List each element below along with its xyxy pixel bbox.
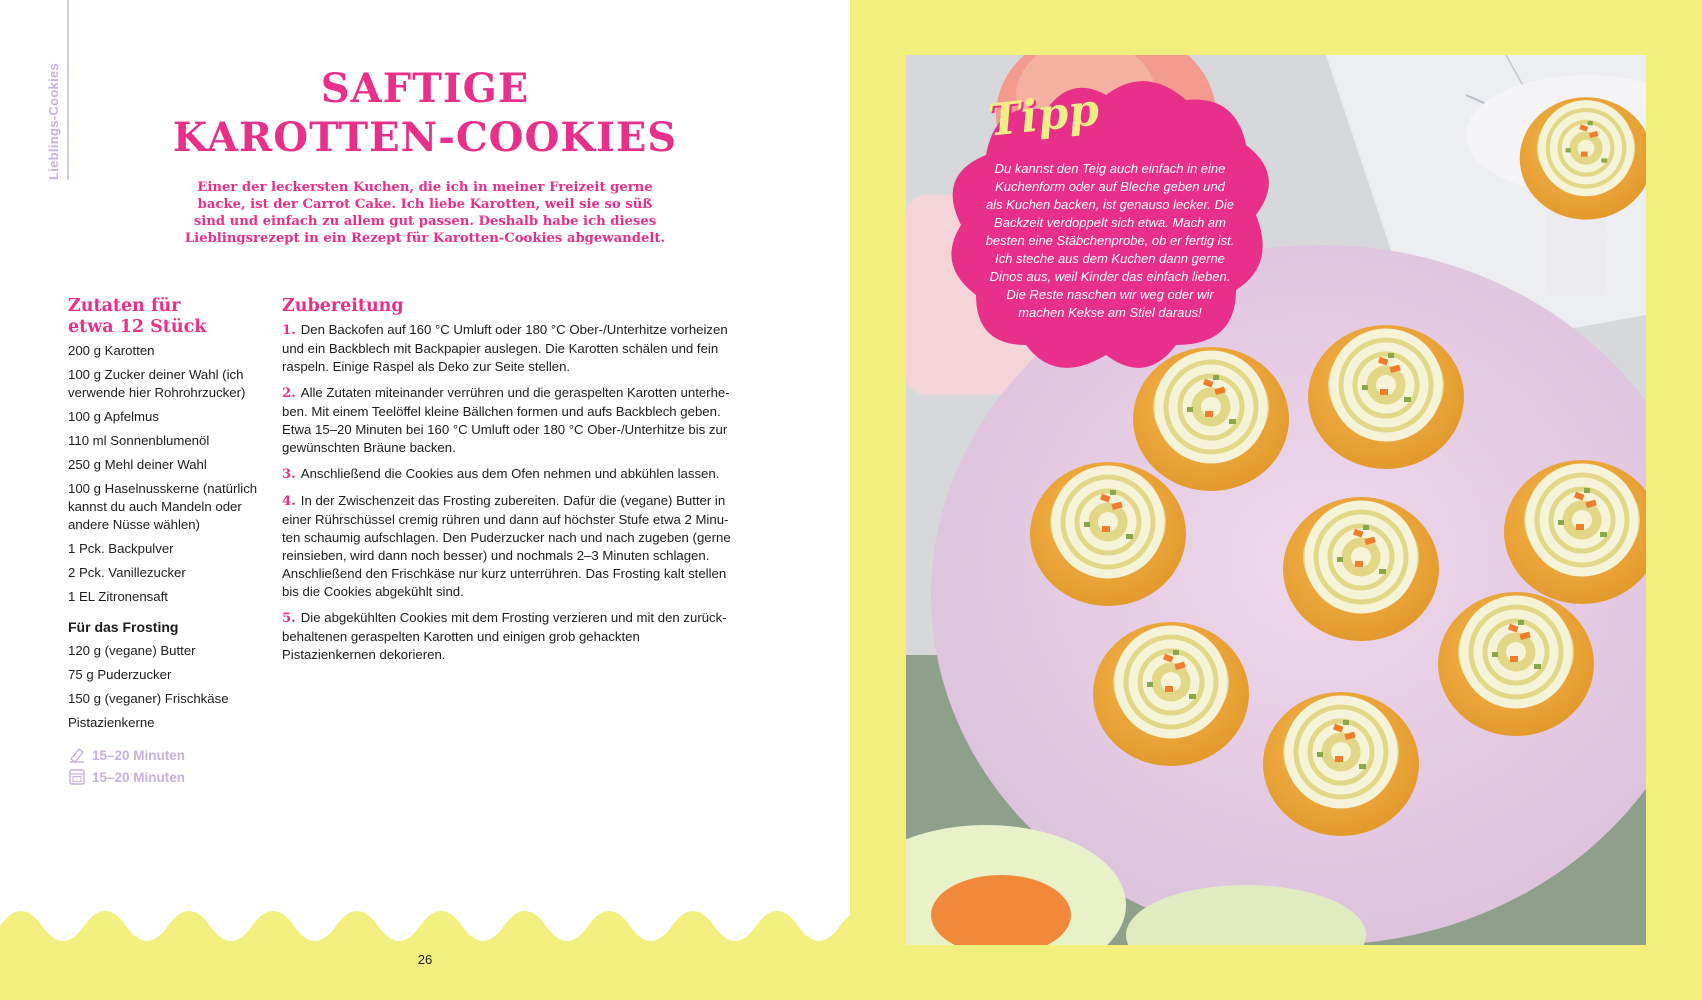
- tip-text: Du kannst den Teig auch einfach in eine Kuchenform oder auf Bleche geben und als Kuchen backen, ist genauso lecker. Die Backzeit verdoppelt sich etwa. Mach am besten eine Stäbchenprobe, ob er fertig ist. Ich steche aus dem Kuchen dann gerne Dinos aus, weil Kinder das einfach lieben. Die Reste naschen wir weg oder wir machen Kekse am Stiel daraus!: [985, 161, 1235, 320]
- ingredient-item: 1 EL Zitronensaft: [68, 589, 168, 604]
- step-text: Den Backofen auf 160 °C Umluft oder 180 °C Ober-/Unterhitze vorheizen und ein Backblech mit Backpapier auslegen. Die Karotten schälen und fein raspeln. Einige Raspel als Deko zur Seite stellen.: [282, 322, 728, 374]
- heading-line: etwa 12 Stück: [68, 317, 207, 337]
- bake-time-label: 15–20 Minuten: [92, 769, 186, 785]
- ingredient-item: 200 g Karotten: [68, 343, 155, 358]
- ingredient-item: 250 g Mehl deiner Wahl: [68, 457, 207, 472]
- left-page: [0, 0, 850, 1000]
- step-number: 3.: [282, 467, 296, 482]
- time-info: [68, 744, 260, 788]
- step-number: 4.: [282, 494, 296, 509]
- oven-icon: [68, 768, 86, 786]
- step-number: 2.: [282, 386, 296, 401]
- prep-step: [282, 609, 737, 664]
- prep-time: [68, 744, 260, 766]
- prep-step: [282, 321, 737, 376]
- chapter-label: Lieblings-Cookies: [46, 62, 61, 180]
- step-text: Die abgekühlten Cookies mit dem Frosting verzieren und mit den zurückbehaltenen geraspelten Karotten und einigen grob gehackten Pistazienkernen dekorieren.: [282, 610, 727, 662]
- step-number: 5.: [282, 611, 296, 626]
- preparation-heading: Zubereitung: [282, 296, 404, 316]
- step-text: Alle Zutaten miteinander verrühren und die geraspelten Karotten unterheben. Mit einem Teelöffel kleine Bällchen formen und aufs Backblech geben. Etwa 15–20 Minuten bei 160 °C Umluft oder 180 °C Ober-/Unterhitze bis zur gewünschten Bräune backen.: [282, 385, 730, 455]
- title-line: KAROTTEN-COOKIES: [172, 114, 678, 161]
- ingredient-item: 100 g Apfelmus: [68, 409, 159, 424]
- frosting-item: 120 g (vegane) Butter: [68, 643, 196, 658]
- frosting-item: 75 g Puderzucker: [68, 667, 172, 682]
- ingredients-heading: [68, 296, 260, 338]
- ingredients-section: [68, 296, 260, 788]
- frosting-item: Pistazienkerne: [68, 715, 155, 730]
- ingredient-item: 1 Pck. Backpulver: [68, 541, 174, 556]
- ingredient-list: [68, 342, 260, 606]
- step-number: 1.: [282, 323, 296, 338]
- ingredient-item: 100 g Haselnusskerne (natürlich kannst du auch Mandeln oder andere Nüsse wählen): [68, 481, 258, 532]
- prep-icon: [68, 746, 86, 764]
- ingredient-item: 110 ml Sonnenblumenöl: [68, 433, 210, 448]
- page-number: 26: [417, 952, 433, 967]
- tip-title: Tipp: [985, 84, 1102, 147]
- ingredient-item: 100 g Zucker deiner Wahl (ich verwende hier Rohrohrzucker): [68, 367, 246, 400]
- frosting-list: [68, 642, 260, 732]
- title-line: SAFTIGE: [320, 65, 530, 112]
- step-text: Anschließend die Cookies aus dem Ofen nehmen und abkühlen lassen.: [300, 466, 720, 481]
- step-text: In der Zwischenzeit das Frosting zubereiten. Dafür die (vegane) Butter in einer Rührschüssel cremig rühren und dann auf höchster Stufe etwa 2 Minuten schaumig aufschlagen. Den Puderzucker nach und nach zugeben (gerne reinsieben, wird dann noch besser) und nochmals 2–3 Minuten schlagen. Anschließend den Frischkäse nur kurz unterrühren. Das Frosting kalt stellen bis die Cookies abgekühlt sind.: [282, 493, 731, 599]
- frosting-heading: Für das Frosting: [68, 619, 179, 635]
- prep-step: [282, 465, 737, 484]
- preparation-section: [282, 296, 737, 672]
- frosting-item: 150 g (veganer) Frischkäse: [68, 691, 229, 706]
- prep-step: [282, 492, 737, 601]
- bake-time: [68, 766, 260, 788]
- recipe-title: [140, 64, 710, 162]
- recipe-intro: Einer der leckersten Kuchen, die ich in meiner Freizeit gerne backe, ist der Carrot Cake. Ich liebe Karotten, weil sie so süß sind und einfach zu allem gut passen. Deshalb habe ich dieses Lieblingsrezept in ein Rezept für Karotten-Cookies abgewandelt.: [184, 180, 666, 246]
- prep-time-label: 15–20 Minuten: [92, 747, 186, 763]
- heading-line: Zutaten für: [68, 296, 181, 316]
- prep-step: [282, 384, 737, 457]
- ingredient-item: 2 Pck. Vanillezucker: [68, 565, 186, 580]
- side-rule: [67, 0, 69, 180]
- wave-decoration: [0, 880, 850, 1000]
